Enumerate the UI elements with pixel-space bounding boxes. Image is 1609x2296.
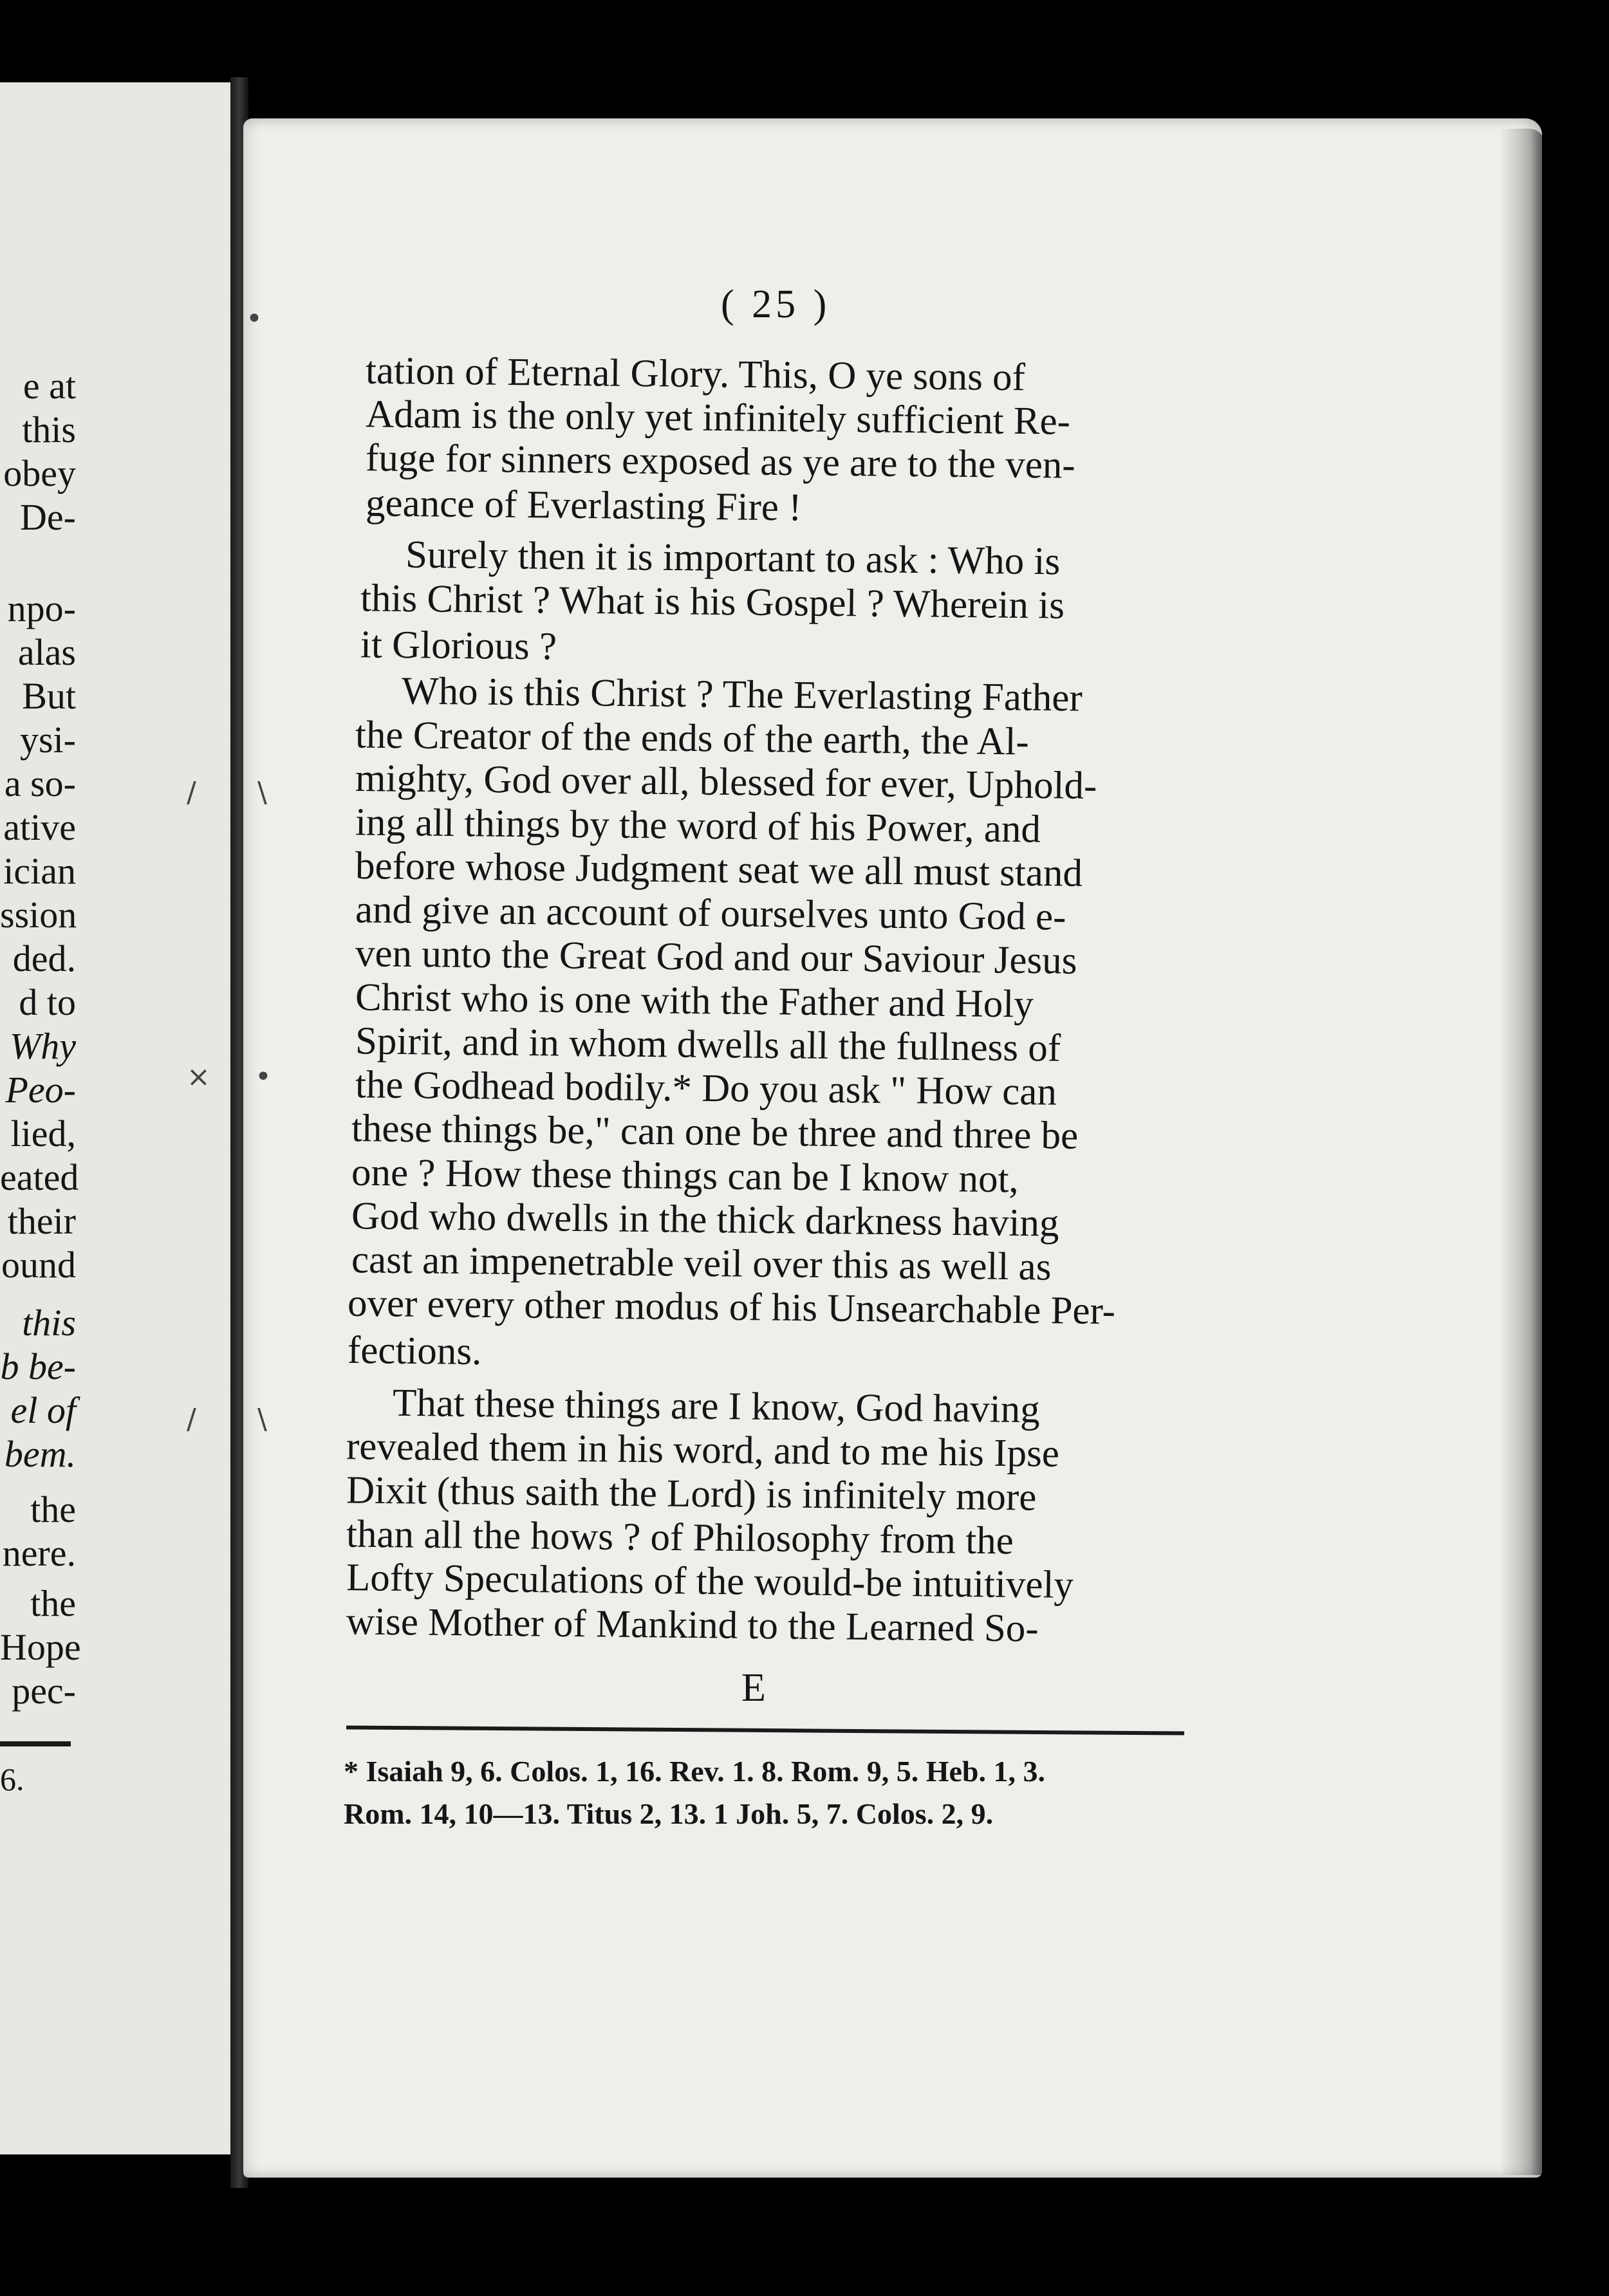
text-line: and give an account of ourselves unto God e-: [355, 888, 1066, 939]
left-fragment: But: [22, 675, 76, 717]
margin-mark: ×: [187, 1060, 210, 1093]
left-fragment: Why: [9, 1025, 76, 1067]
text-line: fections.: [347, 1328, 482, 1374]
text-line: tation of Eternal Glory. This, O ye sons of: [365, 349, 1026, 400]
left-fragment: ded.: [12, 938, 76, 979]
footnote-line: * Isaiah 9, 6. Colos. 1, 16. Rev. 1. 8. Rom. 9, 5. Heb. 1, 3.: [344, 1755, 1045, 1788]
margin-mark: /: [187, 776, 196, 809]
left-fragment: nere.: [2, 1532, 76, 1574]
text-line: God who dwells in the thick darkness having: [351, 1194, 1059, 1245]
left-fragment: d to: [19, 981, 76, 1023]
left-footnote-fragment: 6.: [0, 1761, 24, 1797]
left-fragment: b be-: [0, 1346, 76, 1387]
left-fragment: ician: [3, 850, 76, 892]
margin-mark: /: [187, 1403, 196, 1436]
text-line: revealed them in his word, and to me his Ipse: [346, 1425, 1060, 1476]
text-line: wise Mother of Mankind to the Learned So-: [346, 1600, 1039, 1651]
text-line: ven unto the Great God and our Saviour Jesus: [355, 932, 1077, 983]
left-fragment: ssion: [0, 894, 77, 936]
left-fragment: npo-: [7, 588, 76, 629]
margin-mark: \: [257, 1403, 267, 1436]
left-fragment: ative: [3, 806, 76, 848]
text-line: Dixit (thus saith the Lord) is infinitely more: [346, 1468, 1037, 1519]
text-line: Surely then it is important to ask : Who is: [405, 533, 1061, 584]
text-line: Lofty Speculations of the would-be intuitively: [346, 1556, 1074, 1607]
left-fragment: alas: [17, 631, 76, 673]
left-fragment: pec-: [12, 1670, 76, 1712]
margin-mark: •: [246, 302, 263, 335]
left-fragment: lied,: [10, 1113, 76, 1154]
left-fragment: a so-: [4, 763, 76, 804]
text-line: mighty, God over all, blessed for ever, Uphold-: [355, 756, 1097, 808]
left-fragment: el of: [10, 1389, 76, 1431]
page-number: ( 25 ): [721, 282, 831, 326]
text-line: That these things are I know, God having: [392, 1381, 1041, 1432]
left-fragment: Hope: [0, 1626, 81, 1668]
left-fragment: the: [30, 1582, 76, 1624]
text-line: Spirit, and in whom dwells all the fullness of: [355, 1019, 1061, 1070]
text-line: it Glorious ?: [360, 623, 557, 669]
text-line: cast an impenetrable veil over this as well as: [351, 1238, 1052, 1289]
text-line: ing all things by the word of his Power, and: [355, 801, 1041, 851]
left-footnote-rule: [0, 1741, 71, 1746]
text-line: the Creator of the ends of the earth, the Al-: [355, 713, 1030, 764]
catchword: E: [741, 1666, 766, 1710]
left-fragment: this: [22, 409, 76, 450]
text-line: than all the hows ? of Philosophy from the: [346, 1512, 1014, 1563]
text-line: before whose Judgment seat we all must stand: [355, 844, 1083, 895]
footnote-line: Rom. 14, 10—13. Titus 2, 13. 1 Joh. 5, 7. Colos. 2, 9.: [344, 1797, 994, 1830]
margin-mark: •: [255, 1060, 272, 1093]
text-line: geance of Everlasting Fire !: [365, 481, 802, 530]
text-line: this Christ ? What is his Gospel ? Wherein is: [360, 577, 1065, 627]
left-fragment: this: [22, 1302, 76, 1344]
text-line: over every other modus of his Unsearchable Per-: [347, 1281, 1116, 1333]
left-fragment: ysi-: [20, 719, 76, 761]
left-fragment: De-: [20, 496, 76, 538]
left-fragment: e at: [23, 365, 76, 407]
left-fragment: their: [7, 1200, 76, 1242]
text-line: Christ who is one with the Father and Holy: [355, 976, 1034, 1026]
left-fragment: the: [30, 1488, 76, 1530]
left-fragment: eated: [0, 1156, 79, 1198]
margin-mark: \: [257, 776, 267, 809]
text-line: Adam is the only yet infinitely sufficient Re-: [365, 393, 1071, 443]
left-fragment: ound: [1, 1244, 76, 1286]
left-fragment: bem.: [4, 1433, 76, 1475]
left-fragment: obey: [3, 452, 76, 494]
text-line: Who is this Christ ? The Everlasting Father: [401, 669, 1083, 720]
text-line: one ? How these things can be I know not,: [351, 1151, 1019, 1201]
text-line: fuge for sinners exposed as ye are to the ven-: [365, 436, 1076, 487]
left-fragment: Peo-: [5, 1069, 76, 1111]
text-line: the Godhead bodily.* Do you ask " How can: [355, 1063, 1057, 1114]
text-line: these things be," can one be three and three be: [351, 1107, 1079, 1158]
